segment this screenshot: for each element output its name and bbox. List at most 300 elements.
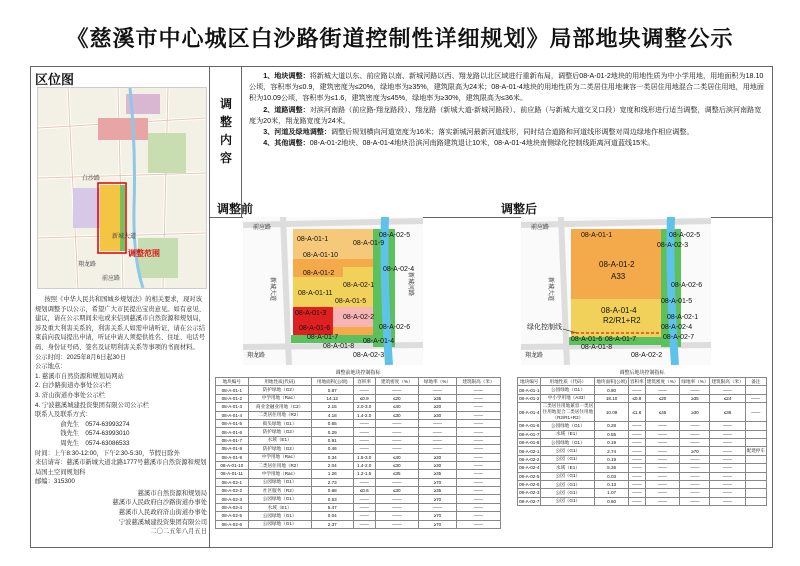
table-cell: —— — [710, 447, 745, 455]
table-cell: —— — [710, 430, 745, 438]
table-cell: —— — [456, 386, 500, 394]
loc-label-baishalu: 白沙路 — [82, 176, 101, 182]
table-cell: ≥70 — [419, 520, 457, 528]
table-cell: 08-A-02-4 — [519, 465, 540, 471]
table-cell: 0.80 — [595, 386, 629, 394]
table-header-cell: 建筑密度（%） — [375, 378, 419, 386]
parcel-label: 08-A-02-5 — [379, 232, 411, 239]
table-header-cell: 建筑限高（米） — [710, 378, 745, 386]
table-cell: —— — [375, 386, 419, 394]
table-cell: 5.26 — [595, 464, 629, 472]
table-cell: 中学用地（Rac） — [248, 470, 311, 478]
table-cell: —— — [419, 436, 457, 444]
table-cell: 08-A-01-1 — [216, 386, 249, 394]
table-cell: —— — [628, 447, 645, 455]
table-cell: ≥20 — [419, 403, 457, 411]
table-cell: 0.55 — [595, 430, 629, 438]
table-row — [518, 386, 767, 394]
table-cell: 1.4-2.0 — [353, 411, 375, 419]
table-row — [518, 480, 767, 488]
table-before-title: 调整前地块控制指标 — [335, 370, 381, 376]
table-cell: 0.03 — [595, 472, 629, 480]
table-cell: ≤40 — [375, 453, 419, 461]
table-cell: 公园绿地（G1） — [248, 478, 311, 486]
left-panel — [31, 67, 210, 547]
table-cell: —— — [419, 503, 457, 511]
adjust-item — [249, 105, 767, 127]
parcel-label: 08-A-01-2 — [303, 270, 335, 277]
table-after — [517, 369, 767, 506]
parcel-label: 08-A-02-7 — [663, 334, 695, 341]
table-cell: 08-A-01-4 — [216, 411, 249, 419]
loc-label-xinchengdadao: 新城大道 — [112, 234, 137, 240]
table-row — [216, 394, 501, 402]
road-label: 新城大道 — [547, 277, 553, 302]
table-row — [216, 503, 501, 511]
notice-date: 二〇二五年八月五日 — [150, 528, 207, 536]
notice-signer: 慈溪市人民政府白沙路街道办事处 — [112, 499, 207, 507]
table-cell: —— — [456, 403, 500, 411]
table-before-grid — [215, 377, 501, 529]
notice-hours: 时间：上午8:30-12:00，下午2:30-5:30，节假日除外 — [35, 449, 180, 457]
table-cell: 1.26 — [311, 470, 353, 478]
table-cell: 0.19 — [595, 438, 629, 446]
table-cell: ≥30 — [419, 461, 457, 469]
adjust-item-head: 3、河道及绿地调整： — [263, 128, 331, 137]
table-cell: 08-A-01-1 — [519, 387, 540, 393]
road-label: 翔龙路 — [247, 353, 266, 359]
table-cell: —— — [628, 438, 645, 446]
table-cell — [745, 386, 766, 394]
table-cell: 0.29 — [311, 428, 353, 436]
table-cell: 0.53 — [311, 495, 353, 503]
table-header-cell: 绿地率（%） — [419, 378, 457, 386]
table-row — [216, 478, 501, 486]
table-cell: —— — [680, 438, 710, 446]
table-cell: —— — [456, 520, 500, 528]
table-cell: 08-A-01-4 — [518, 403, 541, 422]
table-cell — [745, 480, 766, 488]
table-cell: —— — [680, 455, 710, 463]
table-cell: 08-A-01-10 — [216, 461, 249, 469]
table-cell: 08-A-02-1 — [216, 478, 249, 486]
table-cell: —— — [680, 422, 710, 430]
table-cell: 0.19 — [595, 455, 629, 463]
table-row — [518, 430, 767, 438]
adjust-item-head: 2、道路调整： — [263, 105, 310, 114]
table-cell: —— — [645, 489, 680, 497]
table-cell: 0.28 — [595, 422, 629, 430]
table-cell: —— — [419, 428, 457, 436]
table-cell: 0.65 — [311, 419, 353, 427]
road-label: 新城河路 — [407, 272, 413, 297]
table-cell: ≤30 — [375, 411, 419, 419]
table-cell: 社区服务（R2） — [248, 487, 311, 495]
table-cell: ≤0.9 — [353, 394, 375, 402]
table-row — [518, 422, 767, 430]
table-row — [216, 470, 501, 478]
table-header-cell: 地块面积(公顷) — [595, 378, 629, 386]
table-cell: ≥20 — [419, 453, 457, 461]
table-cell: —— — [353, 478, 375, 486]
notice-place-item: 3. 浒山街道办事处公示栏 — [35, 391, 105, 399]
parcel-label: 08-A-02-1 — [343, 282, 375, 289]
parcel-label: A33 — [611, 272, 626, 281]
table-cell: 防护绿地（G2） — [248, 428, 311, 436]
table-row — [216, 520, 501, 528]
road-label: 翔龙路 — [525, 353, 544, 359]
table-cell: ≤40 — [375, 403, 419, 411]
parcel-label: 08-A-01-6 — [299, 325, 331, 332]
notice-frame — [30, 66, 773, 548]
table-cell: 08-A-02-1 — [519, 448, 540, 454]
table-cell: 二类居住用地兼容一类居住用地混合二类居住用地（R2/R1+R2） — [542, 403, 594, 421]
table-cell: ≤24 — [710, 394, 745, 402]
table-cell: 0.04 — [311, 512, 353, 520]
table-cell: —— — [419, 419, 457, 427]
table-cell: 5.47 — [311, 503, 353, 511]
table-cell: 08-A-01-6 — [216, 428, 249, 436]
loc-label-scope: 调整范围 — [128, 249, 160, 258]
table-cell — [745, 455, 766, 463]
table-cell: —— — [375, 503, 419, 511]
table-cell: —— — [710, 472, 745, 480]
table-header-cell: 备注 — [745, 378, 766, 386]
table-cell: 08-A-01-2 — [216, 394, 249, 402]
parcel-label: 08-A-01-7 — [605, 336, 637, 343]
table-cell: —— — [710, 455, 745, 463]
table-header-cell: 建筑密度（%） — [645, 378, 680, 386]
table-cell: ≥35 — [680, 394, 710, 402]
table-cell: —— — [353, 495, 375, 503]
table-cell: —— — [353, 520, 375, 528]
adjust-item-body: 调整后规划横向河道宽度为16米；落实新城河最新河道线形，同时结合道路和河道线形调整对周边绿地作相应调整。 — [330, 128, 694, 137]
after-caption: 调整后 — [501, 202, 538, 216]
table-cell: 商业金融业用地（C2） — [248, 403, 311, 411]
table-cell: 08-A-01-3 — [216, 403, 249, 411]
parcel-label: 08-A-01-11 — [298, 290, 333, 297]
adjust-section — [209, 67, 772, 218]
table-row — [216, 495, 501, 503]
table-cell: 08-A-02-2 — [216, 487, 249, 495]
table-cell: 0.34 — [311, 453, 353, 461]
table-cell: —— — [645, 472, 680, 480]
table-row — [518, 438, 767, 446]
notice-postcode: 邮编：315300 — [35, 478, 75, 486]
table-cell: ≥35 — [419, 470, 457, 478]
table-cell: —— — [353, 436, 375, 444]
table-cell: 0.87 — [311, 386, 353, 394]
notice-contact: 俞先生 0574-63993274 — [60, 420, 130, 428]
table-cell: 公园绿地（G1） — [248, 512, 311, 520]
table-header-cell: 地块编号 — [518, 378, 541, 386]
parcel-label: 08-A-01-8 — [323, 343, 355, 350]
table-cell: —— — [456, 453, 500, 461]
table-before — [215, 369, 501, 529]
table-cell — [745, 464, 766, 472]
table-cell: ≥70 — [419, 478, 457, 486]
table-cell: —— — [375, 478, 419, 486]
notice-places-title: 公示地点： — [35, 363, 67, 371]
notice-address: 来信请寄：慈溪市新城大道北路1777号慈溪市自然资源和规划局国土空间规划科 — [35, 459, 207, 476]
table-cell: —— — [375, 512, 419, 520]
table-cell: 1.5-3.0 — [353, 453, 375, 461]
table-cell: 公园（G1） — [541, 472, 595, 480]
parcel-label: 08-A-01-10 — [303, 252, 339, 259]
notice-signer: 宁波慈溪城建投资集团有限公司 — [118, 518, 207, 526]
table-cell: —— — [456, 512, 500, 520]
table-cell: —— — [375, 520, 419, 528]
table-row — [518, 497, 767, 505]
table-cell: 公园绿地（G1） — [248, 520, 311, 528]
table-cell: 08-A-02-2 — [519, 456, 540, 462]
table-cell: —— — [710, 386, 745, 394]
road-label: 前应路 — [253, 225, 272, 231]
table-cell: ≤0.9 — [628, 394, 645, 402]
table-cell: —— — [628, 464, 645, 472]
table-cell: ≤35 — [375, 470, 419, 478]
loc-label-qianyinglu: 前应路 — [102, 276, 121, 282]
table-cell: —— — [456, 495, 500, 503]
table-cell: ≥30 — [680, 403, 710, 422]
table-cell: 08-A-02-6 — [216, 520, 249, 528]
location-map — [37, 87, 207, 289]
table-cell: 0.60 — [595, 497, 629, 505]
notice-signer: 慈溪市人民政府浒山街道办事处 — [118, 509, 207, 517]
table-cell: —— — [628, 386, 645, 394]
table-cell: 公园（G1） — [541, 489, 595, 497]
table-cell: —— — [710, 480, 745, 488]
table-cell: 08-A-01-7 — [216, 436, 249, 444]
page-title: 《慈溪市中心城区白沙路街道控制性详细规划》局部地块调整公示 — [66, 26, 734, 51]
table-cell: ≤45 — [645, 403, 680, 422]
table-header-cell: 地块编号 — [216, 378, 249, 386]
table-header-cell: 容积率 — [353, 378, 375, 386]
table-cell: —— — [628, 422, 645, 430]
table-cell: —— — [710, 422, 745, 430]
parcel-label: 08-A-01-4 — [601, 306, 637, 315]
table-cell: —— — [680, 386, 710, 394]
table-cell: 配建停车 — [745, 447, 766, 455]
table-cell: ≥70 — [419, 495, 457, 503]
table-cell: —— — [353, 503, 375, 511]
parcel-label: 08-A-01-7 — [307, 334, 339, 341]
table-cell: —— — [456, 445, 500, 453]
table-cell: 18.10 — [595, 394, 629, 402]
notice-paragraph: 按照《中华人民共和国城乡规划法》的相关要求，现对该规划调整予以公示，希望广大市民提出宝贵意见。如有意见、建议，请在公示期间来电或来信到慈溪市自然资源和规划局，涉及重大利害关系的，利害关系人如需申请听证，请在公示结束前向我局提出申请，听证申请人须提供姓名、住址、电话号码、身份证号码、签名及证明利害关系等事项的书面材料。 — [35, 296, 206, 351]
adjust-item — [249, 138, 767, 149]
notice-text — [35, 295, 207, 537]
table-row — [216, 403, 501, 411]
parcel-label: 08-A-02-6 — [379, 324, 411, 331]
table-cell — [745, 438, 766, 446]
parcel-label: 08-A-02-5 — [669, 232, 701, 239]
table-header-cell: 用地性质(代码) — [248, 378, 311, 386]
adjust-item-body: 08-A-01-2地块、08-A-01-4地块沿滨河南路建筑退让10米，08-A-01-4地块南侧绿化控制线距离河道蓝线15米。 — [309, 139, 655, 148]
table-after-grid — [517, 377, 767, 506]
table-cell: ≥70 — [419, 512, 457, 520]
table-cell: 4.18 — [311, 411, 353, 419]
table-cell: —— — [680, 489, 710, 497]
notice-place-item: 4. 宁波慈溪城建投资集团有限公司公示栏 — [35, 401, 150, 409]
table-cell: ≤0.6 — [353, 487, 375, 495]
table-cell: —— — [645, 438, 680, 446]
table-cell: —— — [680, 472, 710, 480]
table-cell: 中学用地（Rac） — [248, 394, 311, 402]
table-cell: ≥30 — [419, 411, 457, 419]
table-cell: —— — [645, 497, 680, 505]
table-cell: —— — [628, 455, 645, 463]
table-cell: 公园（G1） — [541, 455, 595, 463]
table-header-cell: 容积率 — [628, 378, 645, 386]
table-cell: —— — [456, 487, 500, 495]
table-cell: 0.91 — [311, 436, 353, 444]
table-cell: —— — [628, 430, 645, 438]
parcel-label: 08-A-02-6 — [671, 282, 703, 289]
parcel-label: 08-A-01-4 — [363, 338, 395, 345]
parcel-label: 08-A-02-2 — [631, 352, 663, 359]
table-cell — [745, 472, 766, 480]
location-heading: 区位图 — [35, 72, 75, 87]
parcel-label: 08-A-01-5 — [335, 298, 367, 305]
table-cell — [745, 422, 766, 430]
notice-contact-title: 联系人及联系方式： — [35, 411, 92, 419]
road-label: 新城大道 — [269, 277, 275, 302]
parcel-label: 08-A-02-4 — [661, 324, 693, 331]
table-cell: 公园（G1） — [541, 480, 595, 488]
table-row — [518, 472, 767, 480]
table-cell: —— — [456, 411, 500, 419]
table-cell: —— — [353, 419, 375, 427]
table-cell: 中学用地（Rac） — [248, 453, 311, 461]
table-cell: 08-A-02-5 — [519, 473, 540, 479]
table-cell: ≥35 — [419, 487, 457, 495]
table-cell: 2.37 — [311, 520, 353, 528]
table-cell: 08-A-01-2 — [519, 395, 540, 401]
parcel-label: 08-A-02-2 — [343, 314, 375, 321]
table-header-cell: 用地性质（代码） — [541, 378, 595, 386]
notice-contact: 钱先生 0574-63993010 — [60, 430, 130, 438]
table-cell: —— — [628, 497, 645, 505]
table-cell: —— — [745, 403, 766, 422]
table-cell: —— — [353, 512, 375, 520]
table-cell: 08-A-01-6 — [519, 423, 540, 429]
table-cell: —— — [710, 464, 745, 472]
table-cell: —— — [353, 445, 375, 453]
table-cell: —— — [680, 430, 710, 438]
table-cell: 公园绿地（G1） — [541, 386, 595, 394]
table-cell: —— — [456, 428, 500, 436]
table-row — [216, 445, 501, 453]
table-cell: 08-A-01-11 — [216, 470, 249, 478]
table-cell: 二类居住用地（R2） — [248, 461, 311, 469]
table-cell — [745, 489, 766, 497]
parcel-label: 08-A-01-1 — [297, 236, 329, 243]
table-cell: 公园（G1） — [541, 447, 595, 455]
table-cell: —— — [375, 495, 419, 503]
notice-period: 公示时间：2025年8月6日起30日 — [35, 353, 126, 361]
table-cell: —— — [375, 445, 419, 453]
table-cell: 防护绿地（G2） — [248, 445, 311, 453]
table-row — [518, 403, 767, 422]
table-row — [216, 436, 501, 444]
table-cell: 2.74 — [595, 447, 629, 455]
table-cell: ≤20 — [645, 394, 680, 402]
table-cell: 08-A-01-9 — [216, 453, 249, 461]
table-cell: ≤30 — [375, 461, 419, 469]
table-cell: —— — [456, 503, 500, 511]
parcel-label: 08-A-01-8 — [581, 344, 613, 351]
table-row — [518, 455, 767, 463]
road-label: 前应路 — [531, 225, 550, 231]
table-cell: —— — [645, 480, 680, 488]
table-cell: 0.13 — [595, 480, 629, 488]
table-header-cell: 建筑限高（米） — [456, 378, 500, 386]
table-cell: 水域（E1） — [248, 503, 311, 511]
table-cell: 0.46 — [311, 445, 353, 453]
adjust-item-head: 4、其他调整： — [263, 139, 310, 148]
parcel-label: 08-A-02-3 — [353, 352, 385, 359]
table-cell: 08-A-01-8 — [519, 440, 540, 446]
table-cell: 公园（G1） — [541, 497, 595, 505]
table-cell: ≥35 — [419, 394, 457, 402]
parcel-label: 08-A-01-3 — [295, 310, 327, 317]
table-cell: ≤1.6 — [628, 403, 645, 422]
table-cell: —— — [680, 480, 710, 488]
table-cell: 08-A-02-5 — [216, 512, 249, 520]
notice-signer: 慈溪市自然资源和规划局 — [137, 489, 207, 497]
table-cell: 水域（E1） — [541, 464, 595, 472]
adjust-item-body: 将新城大道以东、前应路以南、新城河路以西、翔龙路以北区域进行重新布局，调整后08-A-01-2地块的用地性质为中小学用地，用地面积为18.10公顷，容积率为≤0.9，建筑密度为≤20%，绿地率为≥35%，建筑限高为24米；08-A-01-4地块的用地性质为二类居住用地兼容一类居住用地混合二类居住用地，用地面积为10.09公顷，容积率为≤1.6，建筑密度为≤45%，绿地率为≥30%，建筑限高为≤36米。 — [249, 72, 764, 103]
adjust-item — [249, 127, 767, 138]
table-cell: —— — [456, 470, 500, 478]
table-cell: 街头绿地（G1） — [248, 419, 311, 427]
table-cell: ≤30 — [375, 487, 419, 495]
adjust-item — [249, 71, 767, 105]
table-cell: —— — [710, 497, 745, 505]
parcel-label: 08-A-01-5 — [661, 298, 693, 305]
table-cell: —— — [680, 464, 710, 472]
table-cell: 14.12 — [311, 394, 353, 402]
table-cell: —— — [645, 430, 680, 438]
parcel-label: 08-A-01-6 — [571, 336, 603, 343]
table-cell: 1.2-1.5 — [353, 470, 375, 478]
table-cell — [745, 430, 766, 438]
table-after-title: 调整后地块控制指标 — [619, 370, 665, 376]
parcel-label: 08-A-01-2 — [599, 260, 635, 269]
table-cell: —— — [419, 445, 457, 453]
before-caption: 调整前 — [217, 202, 254, 216]
notice-contact: 周先生 0574-63086533 — [60, 439, 130, 447]
table-cell: 08-A-02-4 — [216, 503, 249, 511]
table-cell: 2.04 — [311, 461, 353, 469]
parcel-label: 08-A-02-4 — [383, 266, 415, 273]
parcel-label: 08-A-01-9 — [353, 240, 385, 247]
table-cell: 公园绿地（G1） — [248, 495, 311, 503]
adjust-item-body: 对滨河南路（前应路-翔龙路段）、翔龙路（新城大道-新城河路段）、前应路（与新城大道交叉口段）宽度和线形进行适当调整，调整后滨河南路宽度为20米，翔龙路宽度为24米。 — [249, 105, 762, 125]
table-row — [518, 464, 767, 472]
table-cell: —— — [456, 478, 500, 486]
table-cell: 0.68 — [311, 487, 353, 495]
table-cell: 08-A-02-6 — [519, 482, 540, 488]
table-row — [216, 487, 501, 495]
table-cell: —— — [680, 497, 710, 505]
table-cell: 08-A-01-5 — [216, 419, 249, 427]
table-cell: 二类居住用地（R2） — [248, 411, 311, 419]
table-cell: —— — [745, 394, 766, 402]
table-cell: —— — [645, 422, 680, 430]
table-cell: —— — [628, 472, 645, 480]
